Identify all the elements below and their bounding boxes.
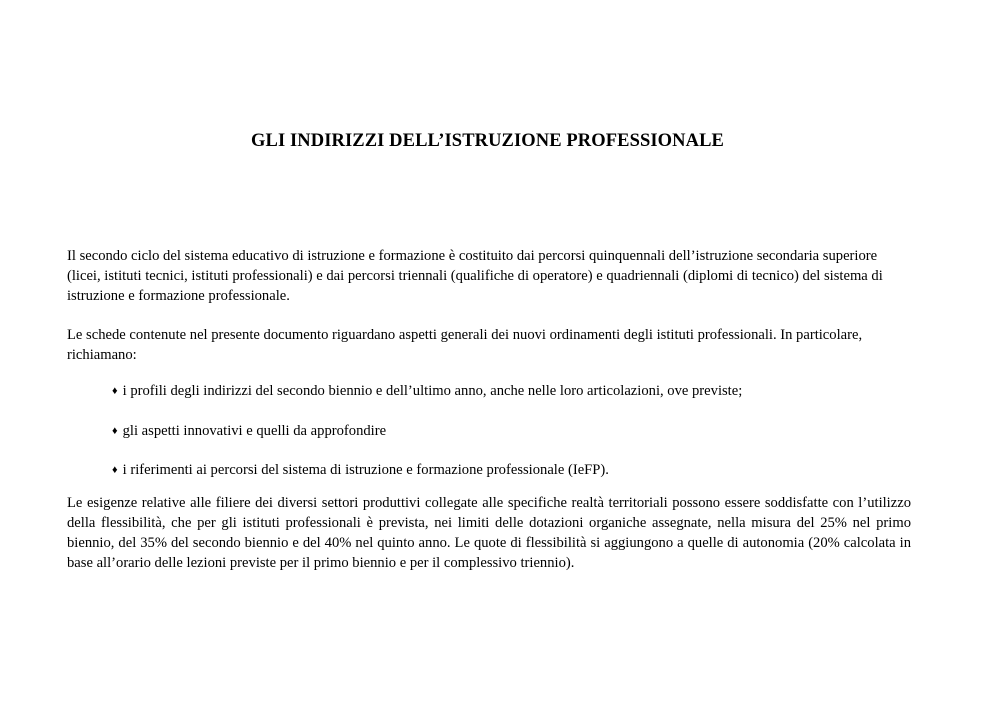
diamond-bullet-icon: ♦	[112, 464, 118, 476]
diamond-bullet-icon: ♦	[112, 385, 118, 397]
diamond-bullet-icon: ♦	[112, 425, 118, 437]
list-item	[112, 421, 912, 441]
scope-paragraph: Le schede contenute nel presente documento riguardano aspetti generali dei nuovi ordinamenti degli istituti professionali. In particolare, richiamano:	[67, 327, 863, 363]
list-item	[112, 381, 912, 401]
list-item-text: gli aspetti innovativi e quelli da approfondire	[122, 423, 387, 439]
list-item	[112, 460, 912, 480]
list-item-text: i riferimenti ai percorsi del sistema di istruzione e formazione professionale (IeFP).	[122, 462, 609, 478]
page-title: GLI INDIRIZZI DELL’ISTRUZIONE PROFESSIONALE	[251, 131, 724, 151]
intro-paragraph: Il secondo ciclo del sistema educativo di istruzione e formazione è costituito dai percorsi quinquennali dell’istruzione secondaria superiore (licei, istituti tecnici, istituti professionali) e dai percorsi triennali (qualifiche di operatore) e quadriennali (diplomi di tecnico) del sistema di istruzione e formazione professionale.	[67, 248, 883, 304]
flexibility-paragraph: Le esigenze relative alle filiere dei diversi settori produttivi collegate alle specifiche realtà territoriali possono essere soddisfatte con l’utilizzo della flessibilità, che per gli istituti professionali è prevista, nei limiti delle dotazioni organiche assegnate, nella misura del 25% nel primo biennio, del 35% del secondo biennio e del 40% nel quinto anno. Le quote di flessibilità si aggiungono a quelle di autonomia (20% calcolata in base all’orario delle lezioni previste per il primo biennio e per il complessivo triennio).	[67, 495, 911, 571]
list-item-text: i profili degli indirizzi del secondo biennio e dell’ultimo anno, anche nelle loro articolazioni, ove previste;	[122, 383, 743, 399]
